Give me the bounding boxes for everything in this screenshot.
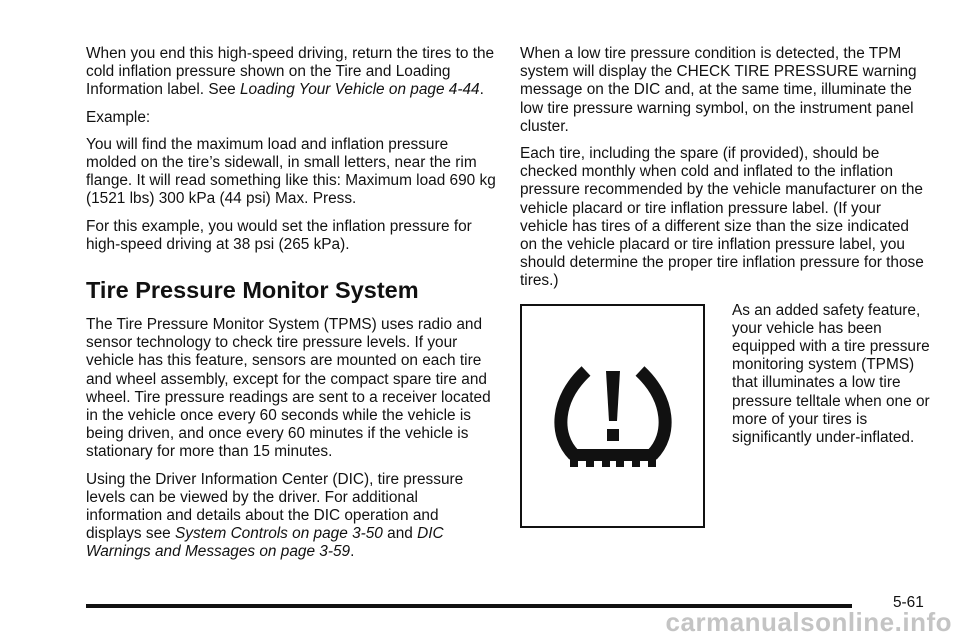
paragraph-tpms-overview: The Tire Pressure Monitor System (TPMS) uses radio and sensor technology to check tire pressure levels. If your vehicle has this feature, sensors are mounted on each tire and wheel assembly, except for the compact spare tire and wheel. Tire pressure readings are sent to a receiver located in the vehicle once every 60 seconds while the vehicle is being driven, and once every 60 minutes if the vehicle is stationary for more than 15 minutes. bbox=[86, 316, 491, 461]
cross-reference-dic-warnings[interactable]: DIC Warnings and Messages on page 3-59 bbox=[86, 525, 444, 561]
paragraph-monthly-check: Each tire, including the spare (if provided), should be checked monthly when cold and inflated to the inflation pressure recommended by the vehicle manufacturer on the vehicle placard or tire inflation pressure label. (If your vehicle has tires of a different size than the size indicated on the vehicle placard or tire inflation pressure label, you should determine the proper tire inflation pressure for those tires.) bbox=[520, 145, 924, 290]
paragraph-text: Using the Driver Information Center (DIC), tire pressure levels can be viewed by the driver. For additional information and details about the DIC operation and displays see bbox=[86, 470, 464, 543]
paragraph-sidewall-info: You will find the maximum load and inflation pressure molded on the tire’s sidewall, in small letters, near the rim flange. It will read something like this: Maximum load 690 kg (1521 lbs) 300 kPa (44 psi) Max. Press. bbox=[86, 135, 496, 208]
low-tire-pressure-warning-icon bbox=[548, 351, 678, 481]
paragraph-text: . bbox=[350, 543, 355, 561]
watermark: carmanualsonline.info bbox=[665, 607, 952, 637]
warning-symbol-frame bbox=[520, 304, 705, 528]
cross-reference-system-controls[interactable]: System Controls on page 3-50 bbox=[174, 525, 383, 543]
paragraph-low-pressure-detection: When a low tire pressure condition is detected, the TPM system will display the CHECK TIRE PRESSURE warning message on the DIC and, at the same time, illuminate the low tire pressure warning symbol, on the instrument panel cluster. bbox=[520, 45, 917, 135]
section-heading: Tire Pressure Monitor System bbox=[86, 277, 419, 304]
paragraph-text: . bbox=[479, 81, 484, 99]
left-column bbox=[86, 45, 496, 571]
paragraph-example-label: Example: bbox=[86, 108, 151, 126]
figure-row bbox=[520, 302, 930, 534]
paragraph-example-result: For this example, you would set the inflation pressure for high-speed driving at 38 psi (265 kPa). bbox=[86, 217, 472, 253]
paragraph-return-pressure bbox=[86, 45, 496, 100]
page-number: 5-61 bbox=[893, 594, 924, 611]
paragraph-text: and bbox=[382, 525, 418, 543]
paragraph-text: When you end this high-speed driving, return the tires to the cold inflation pressure shown on the Tire and Loading Information label. See bbox=[86, 45, 495, 99]
figure-caption: As an added safety feature, your vehicle has been equipped with a tire pressure monitoring system (TPMS) that illuminates a low tire pressure telltale when one or more of your tires is significantly under-inflated. bbox=[732, 301, 930, 447]
cross-reference-loading-your-vehicle[interactable]: Loading Your Vehicle on page 4-44 bbox=[240, 81, 480, 99]
paragraph-dic-usage bbox=[86, 471, 496, 562]
right-column bbox=[520, 45, 930, 534]
